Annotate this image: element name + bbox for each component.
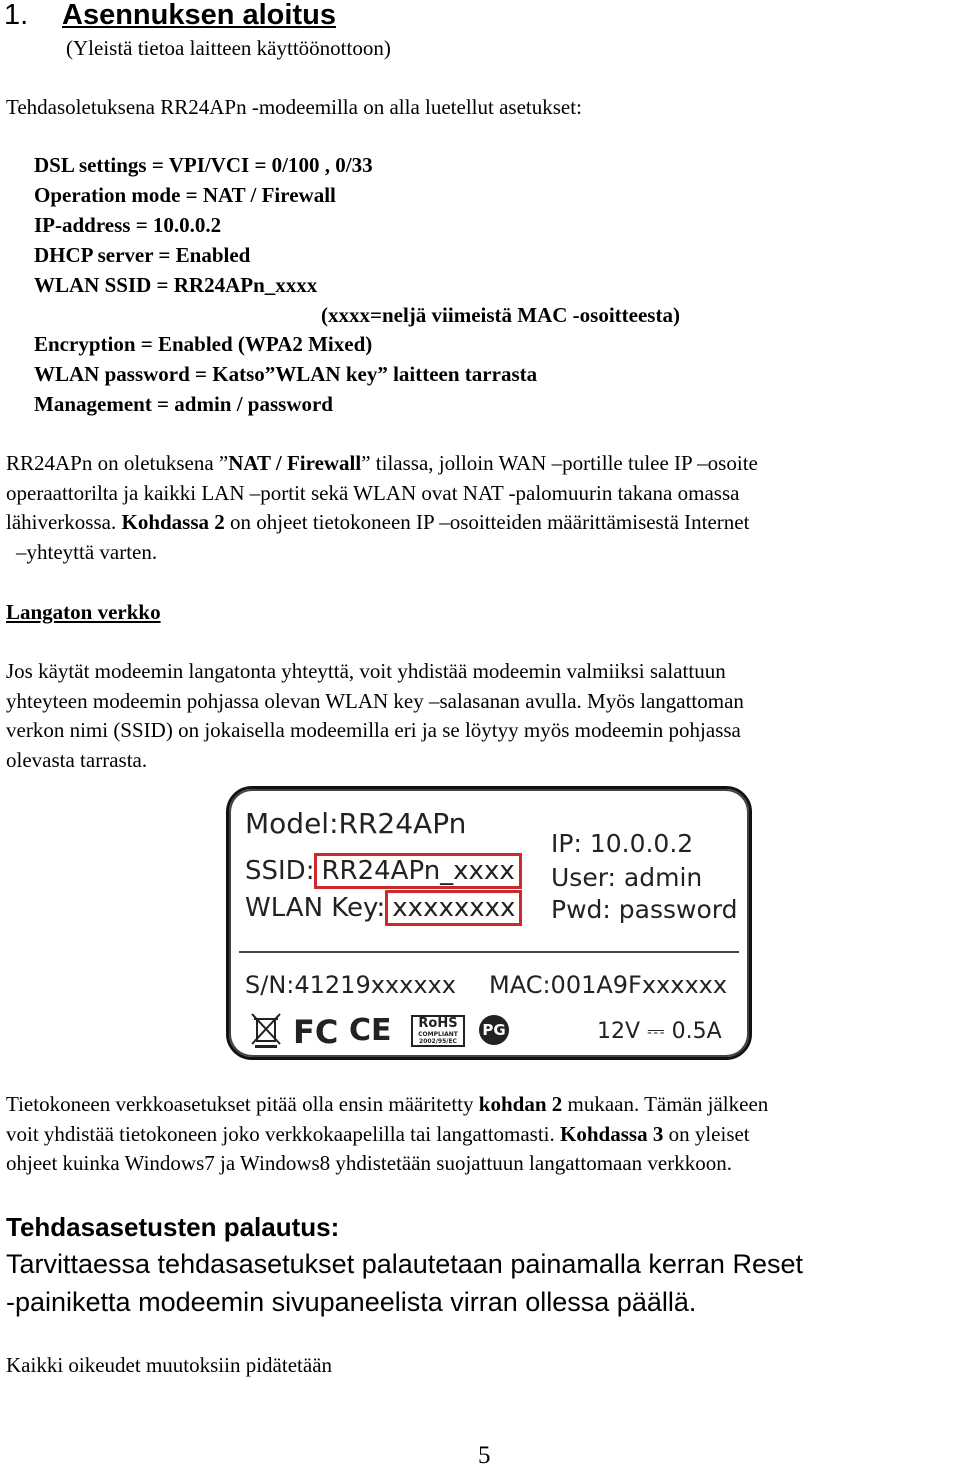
- network-text: voit yhdistää tietokoneen joko verkkokaapelilla tai langattomasti.: [6, 1121, 561, 1146]
- setting-wlan-password: WLAN password = Katso”WLAN key” laitteen tarrasta: [34, 362, 538, 387]
- device-label-image: [226, 786, 752, 1060]
- network-line-2: [6, 1120, 768, 1150]
- nat-text: RR24APn on oletuksena ”: [6, 451, 229, 475]
- footer-note: Kaikki oikeudet muutoksiin pidätetään: [6, 1353, 333, 1377]
- network-line-3: ohjeet kuinka Windows7 ja Windows8 yhdistetään suojattuun langattomaan verkkoon.: [6, 1151, 732, 1176]
- nat-paragraph: [6, 449, 758, 568]
- section-title: Asennuksen aloitus: [62, 0, 336, 31]
- setting-encryption: Encryption = Enabled (WPA2 Mixed): [34, 332, 373, 357]
- nat-line-2: operaattorilta ja kaikki LAN –portit sekä WLAN ovat NAT -palomuurin takana omassa: [6, 480, 740, 505]
- wireless-line-3: verkon nimi (SSID) on jokaisella modeemilla eri ja se löytyy myös modeemin pohjassa: [6, 718, 741, 743]
- reset-heading: Tehdasasetusten palautus:: [6, 1212, 340, 1242]
- ce-mark-icon: CE: [349, 1013, 392, 1048]
- section-subtitle: (Yleistä tietoa laitteen käyttöönottoon): [66, 36, 391, 60]
- wireless-heading: Langaton verkko: [6, 600, 161, 624]
- setting-operation-mode: Operation mode = NAT / Firewall: [34, 182, 336, 207]
- wireless-line-1: Jos käytät modeemin langatonta yhteyttä, voit yhdistää modeemin valmiiksi salattuun: [6, 659, 726, 683]
- nat-mode-bold: NAT / Firewall: [228, 451, 362, 475]
- nat-line-1: [6, 449, 758, 479]
- fcc-logo-icon: FC: [293, 1013, 339, 1051]
- label-voltage: 12V ⎓ 0.5A: [597, 1019, 722, 1044]
- network-line-1: [6, 1090, 768, 1120]
- reset-line-2: -painiketta modeemin sivupaneelista virran ollessa päällä.: [6, 1287, 697, 1317]
- wireless-paragraph: [6, 657, 744, 776]
- reset-paragraph: [6, 1245, 803, 1321]
- network-paragraph: [6, 1090, 768, 1179]
- rohs-text: RoHS: [418, 1016, 458, 1031]
- section-number: 1.: [4, 0, 29, 31]
- label-ip: IP: 10.0.0.2: [551, 829, 694, 858]
- section-heading: [4, 0, 336, 32]
- label-mac: MAC:001A9Fxxxxxx: [489, 971, 728, 999]
- section-ref-bold: Kohdassa 3: [560, 1121, 664, 1146]
- label-model: Model:RR24APn: [245, 807, 467, 840]
- label-divider: [239, 951, 739, 953]
- setting-dhcp: DHCP server = Enabled: [34, 242, 251, 267]
- nat-line-3: [6, 508, 758, 538]
- label-ssid: [245, 853, 522, 889]
- rohs-small-text: COMPLIANT 2002/95/EC: [418, 1031, 458, 1045]
- wireless-line-4: olevasta tarrasta.: [6, 748, 148, 773]
- label-wlan-key: [245, 890, 522, 926]
- intro-paragraph: Tehdasoletuksena RR24APn -modeemilla on alla luetellut asetukset:: [6, 95, 582, 119]
- setting-ip-address: IP-address = 10.0.0.2: [34, 212, 222, 237]
- network-text: on yleiset: [663, 1121, 750, 1146]
- setting-ssid-note: (xxxx=neljä viimeistä MAC -osoitteesta): [321, 302, 680, 327]
- label-pwd: Pwd: password: [551, 895, 738, 924]
- default-settings-list: [34, 151, 680, 420]
- label-ssid-value-highlight: RR24APn_xxxx: [314, 853, 521, 889]
- reset-line-1: Tarvittaessa tehdasasetukset palautetaan painamalla kerran Reset: [6, 1249, 803, 1279]
- section-ref-bold: Kohdassa 2: [121, 510, 225, 535]
- nat-line-4: –yhteyttä varten.: [16, 540, 158, 565]
- setting-dsl: DSL settings = VPI/VCI = 0/100 , 0/33: [34, 153, 373, 177]
- nat-text: ” tilassa, jolloin WAN –portille tulee IP –osoite: [361, 451, 758, 475]
- setting-wlan-ssid: WLAN SSID = RR24APn_xxxx: [34, 272, 318, 297]
- label-serial: S/N:41219xxxxxx: [245, 971, 456, 999]
- wireless-line-2: yhteyteen modeemin pohjassa olevan WLAN key –salasanan avulla. Myös langattoman: [6, 688, 744, 713]
- network-text: mukaan. Tämän jälkeen: [562, 1092, 769, 1116]
- label-wlan-caption: WLAN Key:: [245, 893, 386, 923]
- setting-management: Management = admin / password: [34, 392, 333, 417]
- network-text: Tietokoneen verkkoasetukset pitää olla ensin määritetty: [6, 1092, 479, 1116]
- section-ref-bold: kohdan 2: [478, 1092, 563, 1116]
- nat-text: lähiverkossa.: [6, 510, 122, 535]
- label-wlan-value-highlight: xxxxxxxx: [385, 890, 522, 926]
- label-user: User: admin: [551, 863, 703, 892]
- pg-logo-icon: PG: [479, 1015, 509, 1045]
- nat-text: on ohjeet tietokoneen IP –osoitteiden määrittämisestä Internet: [224, 510, 750, 535]
- rohs-logo-icon: [411, 1015, 465, 1047]
- label-ssid-caption: SSID:: [245, 856, 315, 886]
- weee-bin-icon: [249, 1011, 283, 1049]
- page-number: 5: [478, 1442, 491, 1469]
